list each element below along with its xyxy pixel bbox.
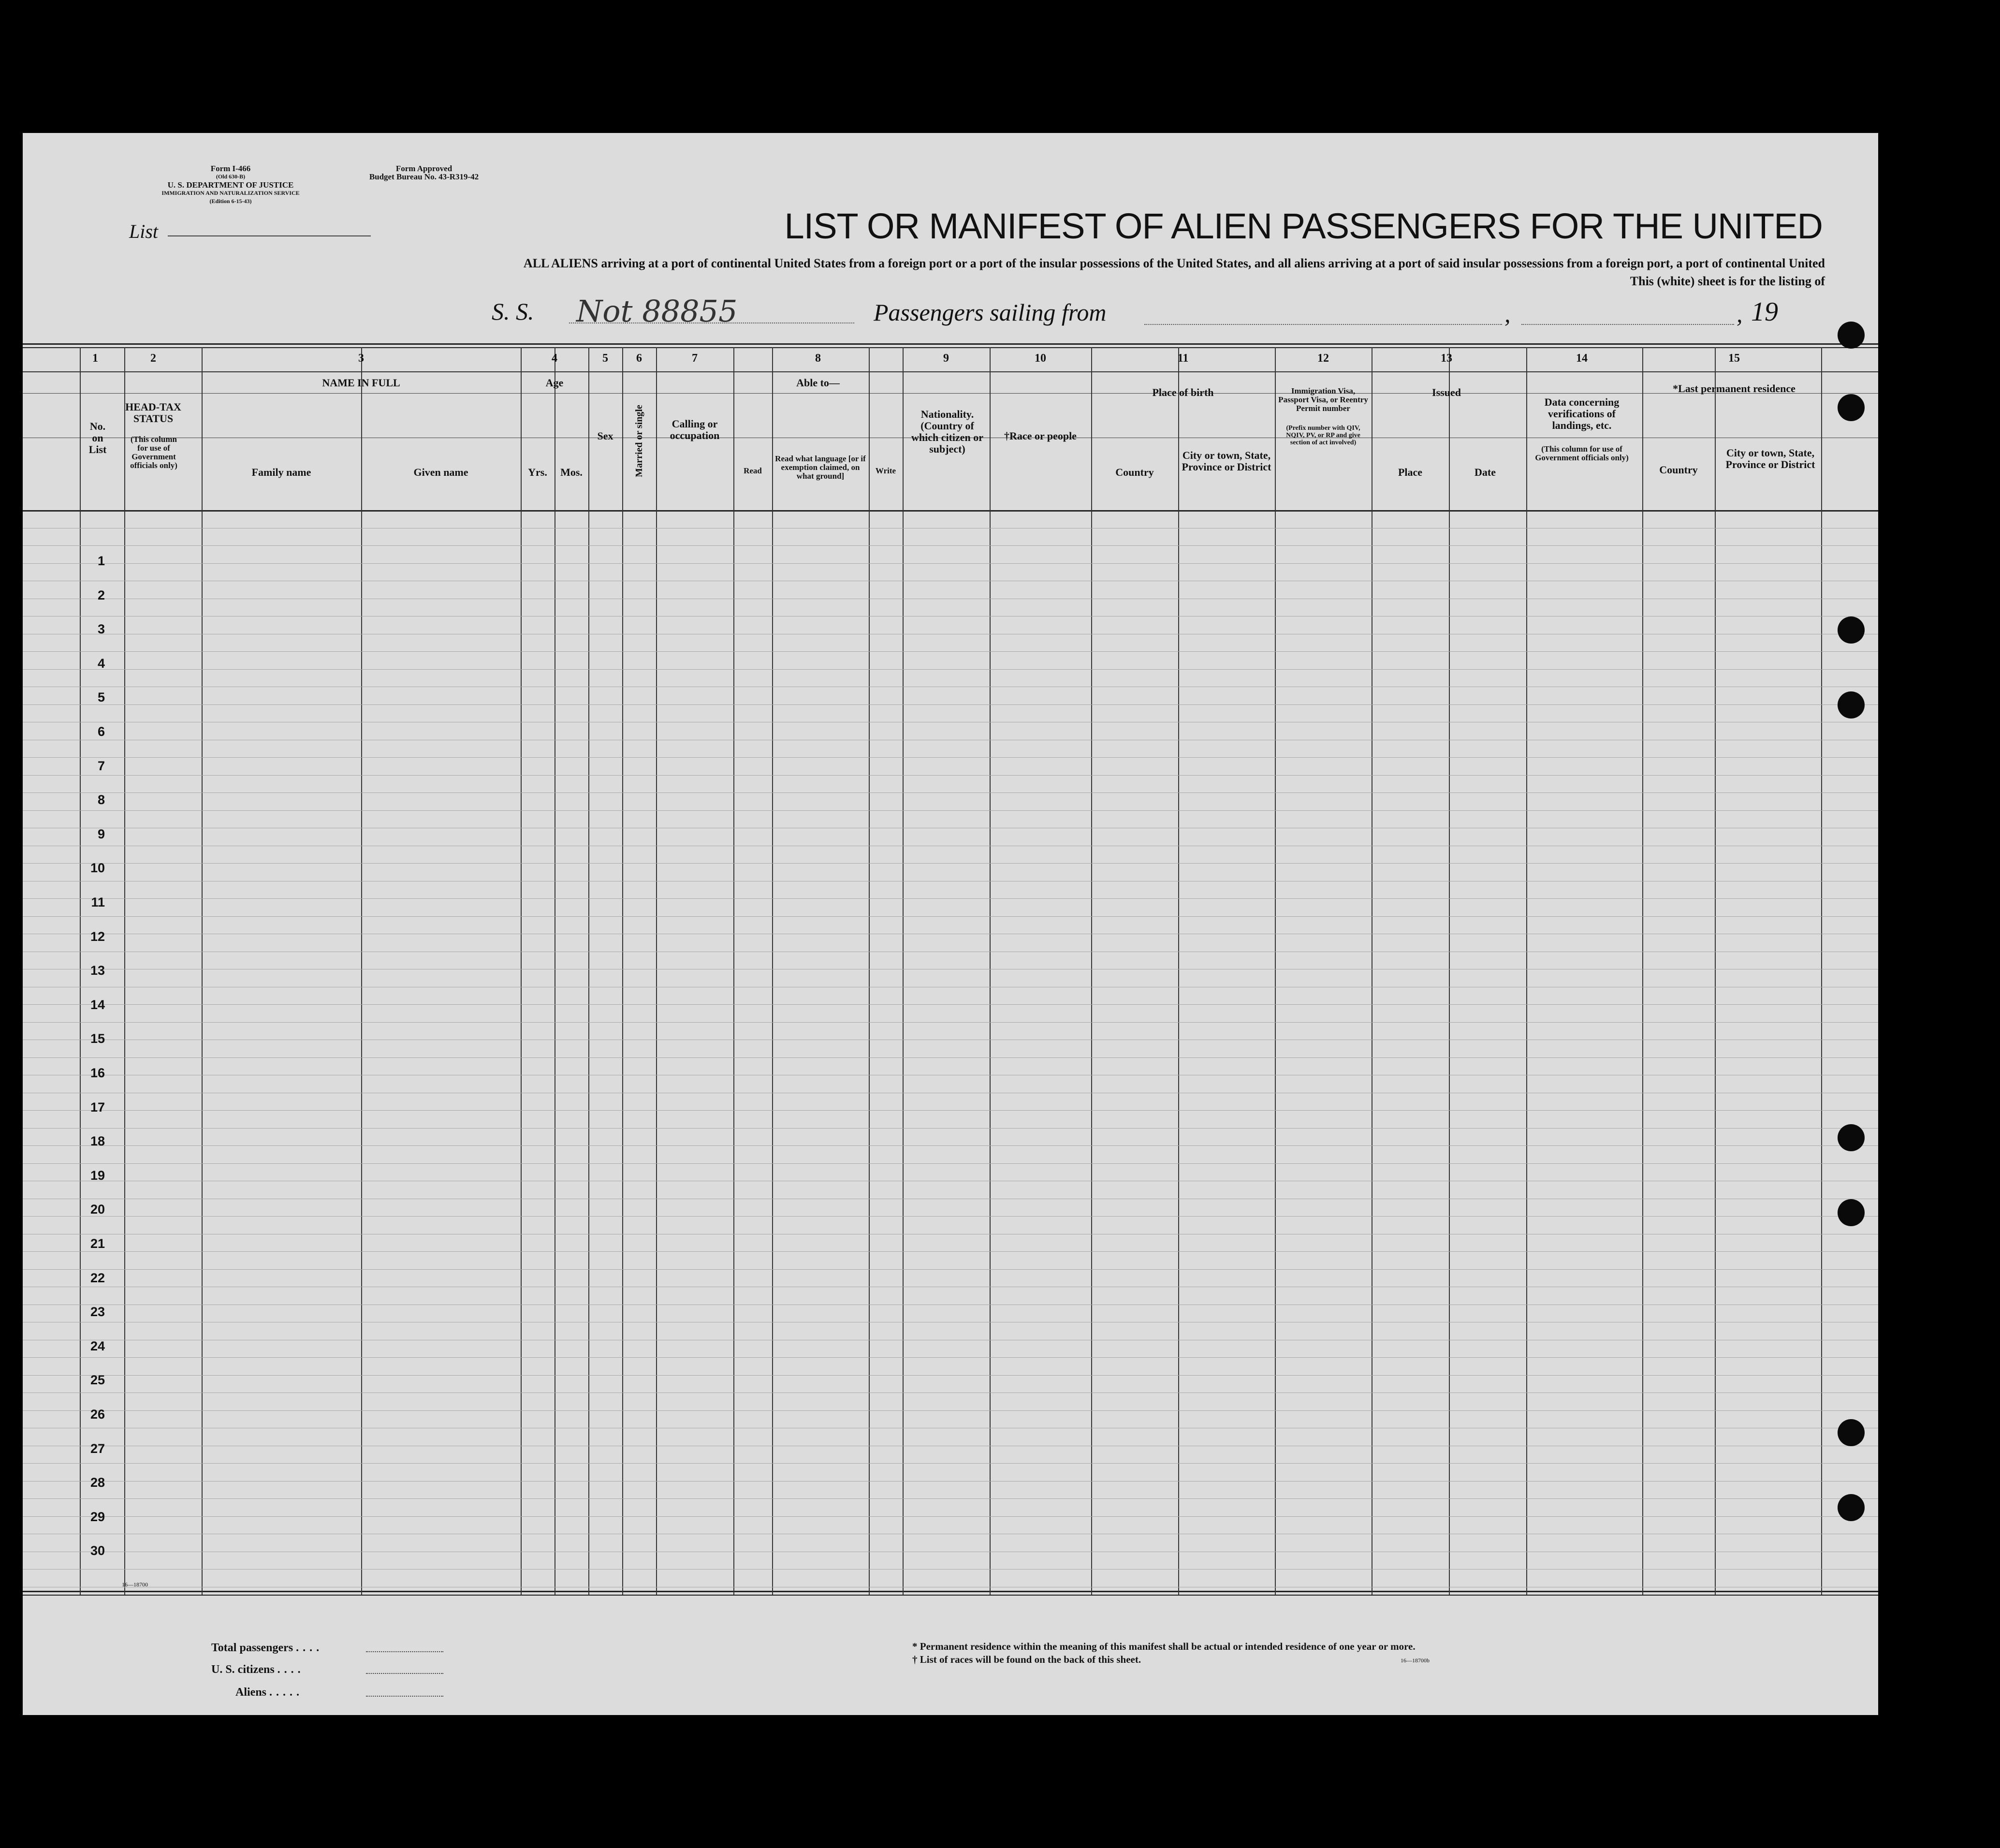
column-rule [588,347,589,1595]
colnum-12: 12 [1317,352,1329,365]
column-rule [361,347,362,1595]
row-rule [23,1110,1878,1111]
colnum-11: 11 [1177,352,1189,365]
row-number: 6 [97,724,105,739]
row-rule [23,1251,1878,1252]
header-nationality: Nationality. (Country of which citizen or subject) [911,408,984,455]
punch-hole-1 [1838,322,1865,349]
punch-hole-3 [1838,616,1865,644]
column-rule [772,347,773,1595]
row-rule [23,704,1878,705]
punch-hole-7 [1838,1419,1865,1446]
row-rule [23,1163,1878,1164]
row-number: 3 [97,622,105,637]
row-rule [23,757,1878,758]
sailing-field-line [1144,324,1502,325]
row-number: 21 [90,1236,105,1251]
row-rule [23,792,1878,793]
header-city: City or town, State, Province or District [1182,449,1271,473]
colnum-5: 5 [602,352,608,365]
aliens-label: Aliens ..... [235,1686,304,1699]
column-rule [1642,347,1643,1595]
colnum-13: 13 [1441,352,1452,365]
header-given-name: Given name [413,466,468,478]
colnum-1: 1 [92,352,98,365]
header-age: Age [545,377,564,389]
ss-label: S. S. [492,298,534,325]
table-bottom-rule [23,1591,1878,1592]
ss-handwritten: Not 88855 [576,293,738,329]
table-top-rule [23,343,1878,345]
row-number: 16 [90,1066,105,1080]
column-rule [733,347,734,1595]
header-read-what: Read what language [or if exemption claimed, on what ground] [775,454,866,481]
row-rule [23,1375,1878,1376]
row-rule [23,1057,1878,1058]
column-rule [656,347,657,1595]
header-last-residence: *Last permanent residence [1673,382,1796,395]
row-number: 18 [90,1134,105,1149]
row-rule [23,1022,1878,1023]
row-rule [23,898,1878,899]
row-rule [23,1216,1878,1217]
colnum-6: 6 [636,352,642,365]
table-top-rule-2 [23,347,1878,348]
list-label: List [129,220,159,242]
row-rule [23,810,1878,811]
row-rule [23,775,1878,776]
code-right: 16—18700b [1401,1657,1430,1664]
aliens-text: Aliens [235,1686,267,1699]
punch-hole-5 [1838,1124,1865,1151]
row-rule [23,1269,1878,1270]
row-number: 4 [97,656,105,671]
us-citizens-label: U. S. citizens .... [211,1663,305,1676]
row-rule [23,1357,1878,1358]
header-country: Country [1115,466,1154,478]
comma-2: , [1737,300,1743,327]
service: IMMIGRATION AND NATURALIZATION SERVICE [161,190,300,196]
header-issued: Issued [1432,386,1461,398]
edition: (Edition 6-15-43) [209,198,252,205]
colnum-9: 9 [943,352,949,365]
comma-1: , [1504,300,1511,327]
row-number: 9 [97,826,105,841]
header-no-on-list: No. on List [88,420,107,455]
column-rule [1091,347,1092,1595]
column-rule [124,347,125,1595]
colnum-3: 3 [358,352,364,365]
total-passengers-label: Total passengers .... [211,1642,323,1654]
punch-hole-2 [1838,394,1865,421]
column-rule [521,347,522,1595]
row-number: 22 [90,1270,105,1285]
row-number: 27 [90,1441,105,1456]
row-number: 2 [97,587,105,602]
header-date: Date [1474,466,1496,478]
row-number: 17 [90,1100,105,1115]
colnum-8: 8 [815,352,821,365]
us-citizens-text: U. S. citizens [211,1663,275,1676]
header-bottom-rule [23,510,1878,512]
row-number: 13 [90,963,105,978]
row-rule [23,1516,1878,1517]
row-number: 7 [97,758,105,773]
row-rule [23,1004,1878,1005]
department: U. S. DEPARTMENT OF JUSTICE [167,180,294,190]
row-number: 26 [90,1407,105,1422]
header-mos: Mos. [560,466,583,478]
colnum-10: 10 [1035,352,1046,365]
column-rule [869,347,870,1595]
year-label: 19 [1751,297,1778,327]
row-number: 11 [91,895,105,909]
header-city-2: City or town, State, Province or District [1725,447,1815,470]
total-passengers-text: Total passengers [211,1642,293,1654]
header-place: Place [1398,466,1423,478]
list-field-line [168,235,371,236]
footnote-permanent: * Permanent residence within the meaning of this manifest shall be actual or intended residence of one year or more. [912,1641,1416,1652]
us-citizens-field [366,1673,443,1674]
column-rule [1275,347,1276,1595]
header-place-of-birth: Place of birth [1152,386,1214,398]
date-field-line [1521,324,1734,325]
header-visa: Immigration Visa, Passport Visa, or Reentry Permit number [1278,386,1368,413]
row-rule [23,651,1878,652]
footnote-races: † List of races will be found on the back of this sheet. [912,1654,1141,1665]
row-number: 29 [90,1509,105,1524]
header-head-tax: HEAD-TAX STATUS [125,401,181,425]
subheader-rule [23,393,1878,394]
colnum-2: 2 [150,352,156,365]
sailing-label: Passengers sailing from [874,299,1107,326]
row-number: 20 [90,1202,105,1217]
row-number: 25 [90,1373,105,1388]
header-data-concerning: Data concerning verifications of landings, etc. [1544,396,1620,431]
row-number: 24 [90,1338,105,1353]
old-form-number: (Old 630-B) [216,173,246,180]
table-bottom-rule-2 [23,1595,1878,1596]
punch-hole-4 [1838,691,1865,719]
header-race: †Race or people [1004,430,1077,442]
row-rule [23,916,1878,917]
column-rule [1178,347,1179,1595]
row-number: 15 [90,1031,105,1046]
header-married: Married or single [634,405,644,477]
row-number: 8 [97,792,105,807]
column-rule [1715,347,1716,1595]
column-rule [1449,347,1450,1595]
header-visa-note: (Prefix number with QIV, NQIV, PV, or RP and give section of act involved) [1286,425,1360,446]
punch-hole-6 [1838,1199,1865,1226]
header-data-note: (This column for use of Government officials only) [1535,444,1629,462]
budget-approval [337,164,511,181]
aliens-field [366,1696,443,1697]
column-rule [903,347,904,1595]
row-rule [23,1410,1878,1411]
column-rule [1526,347,1527,1595]
row-number: 10 [90,861,105,876]
colnum-15: 15 [1728,352,1740,365]
row-number: 12 [90,929,105,944]
code-left: 16—18700 [122,1581,148,1588]
total-passengers-field [366,1651,443,1652]
row-rule [23,669,1878,670]
column-rule [202,347,203,1595]
row-rule [23,563,1878,564]
row-rule [23,863,1878,864]
row-number: 28 [90,1475,105,1490]
header-calling: Calling or occupation [670,418,720,441]
header-read: Read [744,466,762,475]
column-rule [1821,347,1822,1595]
header-write: Write [875,466,896,475]
header-sex: Sex [597,430,613,442]
form-number: Form I-466 [210,164,251,173]
page-subtitle: ALL ALIENS arriving at a port of continental United States from a foreign port or a port of the insular possessions of the United States, and all aliens arriving at a port of said insular possessions from a foreign port, a port of continental United [523,256,1825,270]
header-head-tax-note: (This column for use of Government officials only) [130,435,177,470]
form-meta [119,164,342,205]
manifest-table [23,343,1878,1600]
colnum-14: 14 [1576,352,1588,365]
row-number: 19 [90,1168,105,1183]
page-subtitle-2: This (white) sheet is for the listing of [1630,274,1825,288]
column-rule [990,347,991,1595]
header-name-in-full: NAME IN FULL [322,377,400,389]
header-yrs: Yrs. [528,466,547,478]
row-rule [23,545,1878,546]
row-number: 1 [97,554,105,568]
form-approved: Form Approved [395,164,453,173]
punch-hole-8 [1838,1494,1865,1521]
manifest-sheet [23,133,1878,1715]
header-able-to: Able to— [796,377,840,389]
colnum-rule [23,371,1878,372]
page-title: LIST OR MANIFEST OF ALIEN PASSENGERS FOR THE UNITED [784,206,1823,246]
header-family-name: Family name [251,466,311,478]
row-number: 14 [90,997,105,1012]
column-rule [622,347,623,1595]
row-rule [23,1128,1878,1129]
row-number: 5 [97,690,105,705]
row-rule [23,1498,1878,1499]
row-number: 23 [90,1305,105,1320]
row-rule [23,1145,1878,1146]
colnum-4: 4 [552,352,557,365]
colnum-7: 7 [692,352,698,365]
row-rule [23,1463,1878,1464]
header-country-2: Country [1659,464,1698,476]
row-number: 30 [90,1543,105,1558]
budget-number: Budget Bureau No. 43-R319-42 [369,172,479,181]
